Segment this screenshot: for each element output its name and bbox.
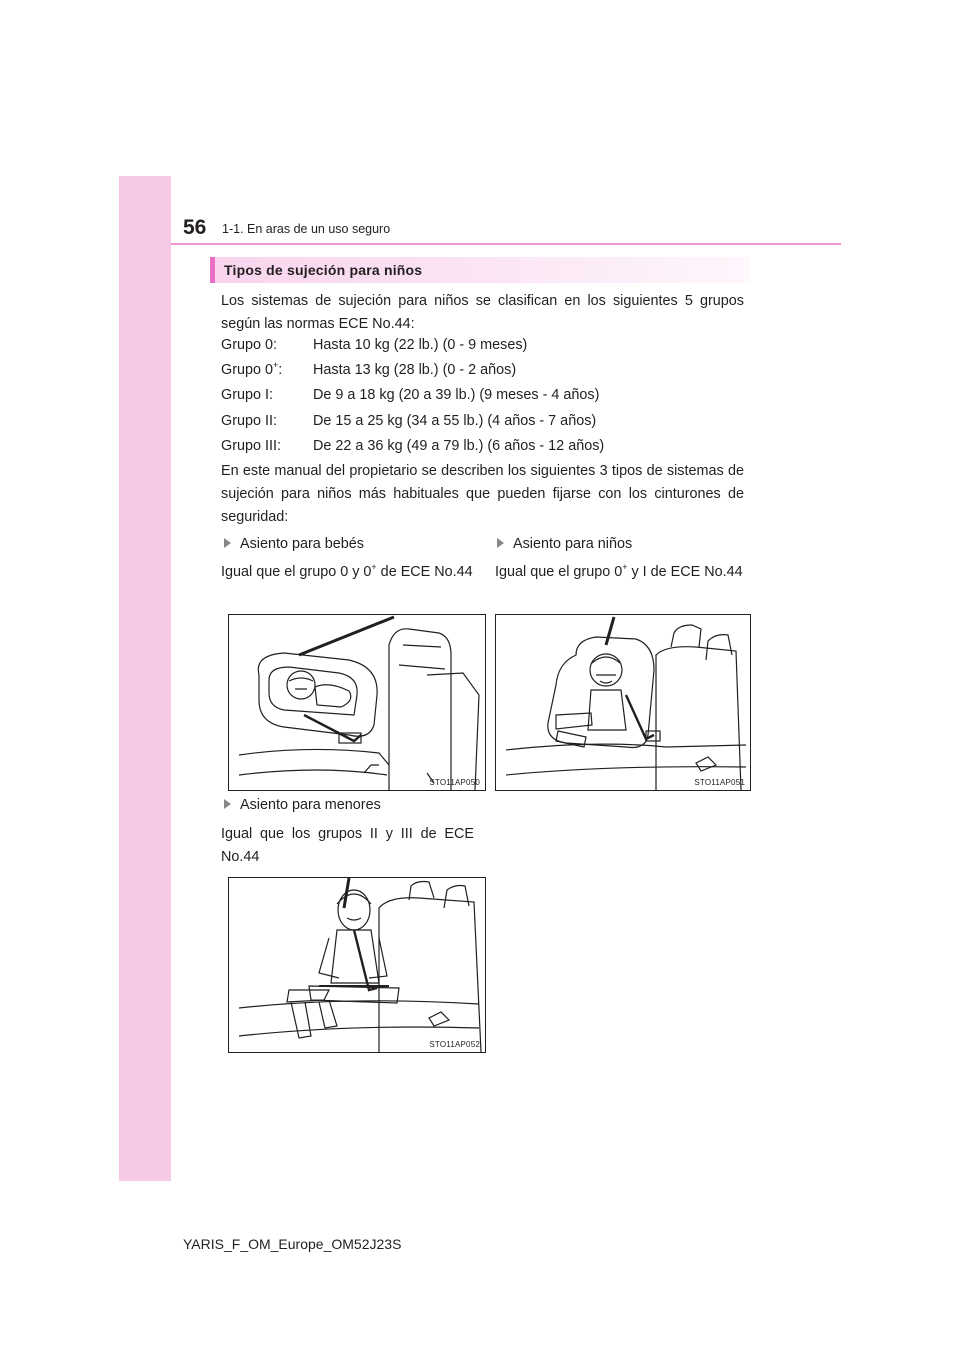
page-side-tab [119, 176, 171, 1181]
subheading-banner [210, 257, 750, 283]
group-desc: Hasta 10 kg (22 lb.) (0 - 9 meses) [313, 337, 528, 353]
group-label: Grupo III: [221, 438, 281, 454]
triangle-bullet-icon [224, 538, 231, 548]
group-desc: De 9 a 18 kg (20 a 39 lb.) (9 meses - 4 años) [313, 387, 600, 403]
group-label: Grupo I: [221, 387, 273, 403]
document-footer: YARIS_F_OM_Europe_OM52J23S [183, 1236, 402, 1252]
item-description: Igual que el grupo 0+ y I de ECE No.44 [495, 562, 743, 580]
group-desc: De 15 a 25 kg (34 a 55 lb.) (4 años - 7 años) [313, 413, 597, 429]
booster-seat-illustration [228, 877, 486, 1053]
infant-seat-illustration [228, 614, 486, 791]
triangle-bullet-icon [497, 538, 504, 548]
group-desc: De 22 a 36 kg (49 a 79 lb.) (6 años - 12 años) [313, 438, 605, 454]
group-label: Grupo II: [221, 413, 277, 429]
figure-code: STO11AP052 [429, 1040, 480, 1049]
intro-paragraph: Los sistemas de sujeción para niños se clasifican en los siguientes 5 grupos según las normas ECE No.44: [221, 293, 744, 332]
section-title: 1-1. En aras de un uso seguro [222, 222, 391, 236]
figure-code: STO11AP051 [694, 778, 745, 787]
item-heading: Asiento para niños [497, 536, 632, 552]
child-seat-illustration [495, 614, 751, 791]
header-rule [171, 243, 841, 245]
item-heading: Asiento para menores [224, 797, 381, 813]
page-number: 56 [183, 216, 207, 239]
types-paragraph: En este manual del propietario se describen los siguientes 3 tipos de sistemas de sujeción para niños más habituales que pueden fijarse con los cinturones de seguridad: [221, 463, 744, 525]
figure-code: STO11AP050 [429, 778, 480, 787]
item-description: Igual que el grupo 0 y 0+ de ECE No.44 [221, 562, 473, 580]
subheading-title: Tipos de sujeción para niños [224, 262, 423, 278]
item-description: Igual que los grupos II y III de ECE No.44 [221, 826, 474, 865]
item-heading: Asiento para bebés [224, 536, 364, 552]
triangle-bullet-icon [224, 799, 231, 809]
group-label: Grupo 0: [221, 337, 277, 353]
subheading-accent-bar [210, 257, 215, 283]
group-label: Grupo 0+: [221, 360, 283, 378]
group-desc: Hasta 13 kg (28 lb.) (0 - 2 años) [313, 362, 517, 378]
